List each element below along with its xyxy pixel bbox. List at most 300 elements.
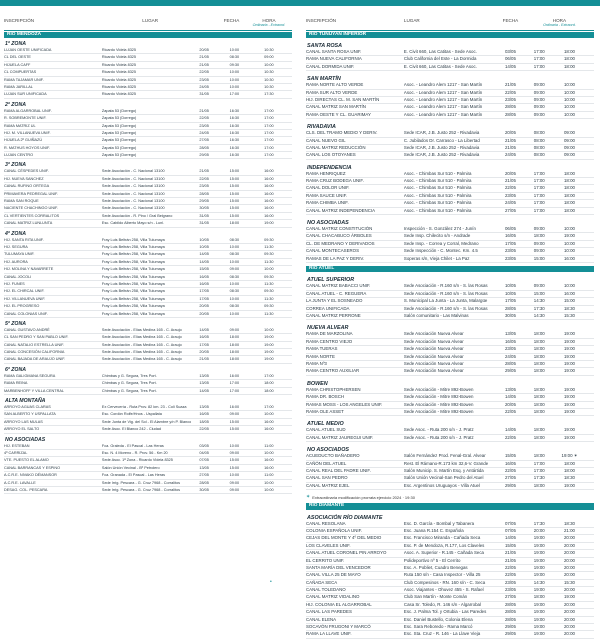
cell-hora-ordinaria: 09:00 (533, 89, 545, 95)
table-row (306, 233, 594, 240)
table-row (306, 193, 594, 200)
cell-fecha: 17/05 (199, 289, 209, 294)
cell-inscripcion: CANAL ATUEL CORONEL PIN ARROYO (306, 550, 387, 556)
cell-fecha: 22/05 (504, 185, 516, 191)
cell-hora-extraordinaria: 19:00 (563, 594, 575, 600)
cell-fecha: 20/05 (199, 48, 209, 52)
cell-fecha: 27/05 (504, 594, 516, 600)
cell-fecha: 10/05 (199, 244, 209, 249)
cell-lugar: Club San Martín - Monte Comán (403, 594, 468, 600)
cell-hora-extraordinaria: 10:30 (264, 77, 274, 82)
table-row (306, 145, 594, 152)
cell-fecha: 03/05 (504, 49, 516, 54)
cell-hora-extraordinaria: 19:00 (563, 361, 575, 366)
cell-fecha: 15/05 (199, 267, 209, 272)
cell-hora-extraordinaria: 09:30 (264, 237, 274, 242)
cell-hora-ordinaria: 16:00 (229, 405, 240, 410)
cell-hora-extraordinaria: 16:00 (264, 458, 274, 463)
table-row (306, 331, 594, 338)
header-hora: HORA Ordinaria - Extraord. (252, 18, 286, 27)
cell-fecha: 31/05 (199, 221, 209, 226)
table-row (306, 112, 594, 119)
cell-hora-ordinaria: 17:00 (533, 170, 545, 176)
cell-fecha: 29/05 (504, 631, 516, 637)
cell-lugar: Zapata 53 (Dorrego) (101, 130, 137, 135)
table-row (4, 108, 292, 115)
table-row (306, 594, 594, 601)
cell-hora-ordinaria: 16:30 (229, 145, 240, 150)
cell-hora-extraordinaria: 16:00 (264, 213, 274, 218)
cell-lugar: Esc. A. Pobliet, Cuadro Benegas (403, 564, 468, 570)
cell-lugar: Club Compesinos - RN. 160 s/n - C. Seca (403, 579, 486, 585)
zone-title: ALTA MONTAÑA (5, 398, 46, 405)
cell-lugar: Esc. Francisco Miranda - Cañada Seca (403, 535, 481, 541)
header-lugar: LUGAR (142, 18, 159, 23)
cell-hora-extraordinaria: 09:30 (264, 252, 274, 257)
cell-fecha: 28/05 (199, 480, 209, 485)
cell-inscripcion: CANAL MATRIZ BABACCI UNIF. (306, 283, 371, 289)
cell-hora-ordinaria: 16:30 (229, 108, 240, 113)
cell-inscripcion: RAMA TUERAS (306, 346, 338, 352)
cell-hora-ordinaria: 15:00 (229, 176, 240, 181)
cell-fecha: 28/05 (504, 616, 516, 622)
cell-hora-extraordinaria: 20:00 (563, 564, 575, 570)
cell-fecha: 24/05 (504, 200, 516, 206)
cell-fecha: 29/05 (199, 199, 209, 204)
table-row (4, 237, 292, 244)
cell-inscripcion: COLONIA ESPAÑOLA UNIF. (306, 527, 363, 533)
cell-inscripcion: HIJ. ESTEBAN (4, 443, 30, 448)
cell-lugar: Sede Asociación - C. Nacional 13100 (101, 199, 165, 204)
cell-hora-extraordinaria: 17:00 (264, 138, 274, 143)
cell-lugar: Fray Luis Beltrán 258, Villa Tulumaya (101, 304, 165, 309)
cell-hora-ordinaria: 18:00 (533, 401, 545, 407)
table-row (4, 480, 292, 487)
cell-inscripcion: CAÑÓN DEL ATUEL (306, 460, 347, 466)
cell-hora-extraordinaria: 20:00 (563, 542, 575, 548)
header-fecha: FECHA (223, 18, 240, 23)
table-row (4, 266, 292, 273)
cell-hora-ordinaria: 09:00 (533, 96, 545, 102)
table-row (4, 356, 292, 363)
table-row (4, 198, 292, 205)
cell-inscripcion: A.C.R.E. NIVAKO DÉMANSOR (4, 473, 57, 478)
cell-fecha: 21/05 (504, 557, 516, 563)
cell-inscripcion: 4º CARRIZAL (4, 450, 28, 455)
cell-fecha: 13/05 (504, 331, 516, 337)
cell-lugar: Inspección - S. González 274 - Junín (403, 226, 476, 232)
cell-fecha: 17/05 (199, 296, 209, 301)
cell-hora-ordinaria: 18:00 (229, 335, 240, 340)
cell-hora-extraordinaria: 18:00 (563, 200, 575, 206)
table-row (4, 176, 292, 183)
cell-lugar: Fray Luis Beltrán 258, Villa Tulumaya (101, 311, 165, 316)
header-inscripcion: INSCRIPCIÓN (4, 18, 35, 23)
cell-hora-ordinaria: 08:00 (533, 130, 545, 136)
cell-lugar: Fca. Granada - El Pascal - Las Heras (101, 473, 166, 478)
cell-hora-extraordinaria: 09:30 (264, 274, 274, 279)
cell-inscripcion: DESAG. COL. PESCARA (4, 487, 48, 492)
cell-lugar: Asoc. - Leandro Alem 1217 - San Martín (403, 104, 483, 110)
cell-inscripcion: CANAL JOCOLI (4, 274, 32, 279)
cell-hora-extraordinaria: 10:30 (264, 48, 274, 52)
table-row (4, 472, 292, 479)
cell-fecha: 22/05 (199, 70, 209, 75)
cell-hora-extraordinaria: 10:00 (264, 450, 274, 455)
table-row (4, 450, 292, 457)
cell-fecha: 06/05 (504, 56, 516, 62)
cell-fecha: 23/05 (504, 248, 516, 254)
cell-hora-extraordinaria: 17:00 (264, 373, 274, 378)
cell-inscripcion: CL VERTIENTES CORRALITOS (4, 213, 60, 218)
cell-hora-ordinaria: 10:00 (229, 281, 240, 286)
cell-hora-ordinaria: 17:00 (229, 381, 240, 386)
cell-inscripcion: R. MATHUS HOYOS UNIF. (4, 145, 50, 150)
table-row (4, 152, 292, 159)
cell-hora-ordinaria: 09:00 (229, 487, 240, 492)
cell-fecha: 27/05 (199, 138, 209, 143)
cell-inscripcion: CANAL BARRANCAS Y ESPINO (4, 465, 61, 470)
top-accent-bar (0, 0, 600, 6)
cell-hora-extraordinaria: 11:30 (264, 311, 274, 316)
cell-fecha: 23/05 (199, 77, 209, 82)
table-row (4, 259, 292, 266)
cell-fecha: 28/05 (504, 361, 516, 366)
cell-lugar: Sede Asociación - Mitre 892-Bowen (403, 394, 474, 400)
zone-title: NUEVA ALVEAR (307, 325, 349, 332)
cell-inscripcion: SAN ALBERTO Y USPALLATA (4, 412, 56, 417)
cell-fecha: 23/05 (504, 587, 516, 593)
table-row (4, 404, 292, 411)
table-row (4, 130, 292, 137)
cell-inscripcion: RAMAS MOSS - LOS ANGELES UNIF. (306, 401, 383, 407)
cell-inscripcion: CANAL LAS PAREDES (306, 609, 352, 615)
table-row (4, 244, 292, 251)
cell-inscripcion: CANAL MATRIZ REDUCCIÓN (306, 144, 366, 150)
cell-fecha: 16/05 (504, 460, 516, 466)
cell-fecha: 16/05 (504, 233, 516, 239)
cell-hora-ordinaria: 16:30 (229, 116, 240, 121)
cell-inscripcion: CANAL MATRIZ SAN MARTÍN (306, 104, 366, 110)
cell-fecha: 17/05 (199, 342, 209, 347)
cell-hora-extraordinaria: 19:00 (563, 427, 575, 433)
cell-lugar: Sede Asociación - Elías Medina 165 - C. Araujo (101, 327, 182, 332)
zone-title: 6ª ZONA (5, 366, 26, 373)
cell-inscripcion: MARBENHOFF Y VILLA CENTRAL (4, 388, 64, 393)
table-row (4, 91, 292, 98)
cell-lugar: Sede ICAR, J.B. Justo 252 - Rivadavia (403, 144, 480, 150)
cell-hora-extraordinaria: 16:00 (264, 199, 274, 204)
cell-inscripcion: CANAL LOS OTOYANES (306, 152, 356, 158)
table-row (306, 248, 594, 255)
cell-hora-ordinaria: 16:30 (229, 138, 240, 143)
table-row (4, 47, 292, 54)
cell-inscripcion: HIJ. SEGURA (4, 244, 28, 249)
table-row (306, 409, 594, 416)
cell-lugar: Fray Luis Beltrán 258, Villa Tulumaya (101, 267, 165, 272)
zone-title: RIVADAVIA (307, 124, 336, 131)
cell-inscripcion: RAMA SUR ALTO VERDE (306, 89, 358, 95)
table-header (4, 18, 292, 31)
zone-title: ATUEL SUPERIOR (307, 277, 355, 284)
asterisk-icon: ✶ (306, 494, 311, 501)
table-row (306, 138, 594, 145)
cell-inscripcion: CL COMPUERTAS (4, 70, 37, 75)
cell-hora-ordinaria: 17:00 (533, 178, 545, 184)
cell-lugar: Sede Asoc. - Ruta 200 s/n - J. Pratz (403, 427, 474, 433)
cell-hora-extraordinaria: 15:30 (563, 313, 575, 319)
cell-lugar: Casa Sr. Toledo, R. 146 s/n - Algarrobal (403, 601, 481, 607)
zone-title: ATUEL MEDIO (307, 421, 344, 428)
cell-fecha: 16/05 (199, 281, 209, 286)
cell-lugar: Ricardo Videla 8325 (101, 77, 137, 82)
table-row (4, 327, 292, 334)
cell-hora-ordinaria: 19:00 (533, 557, 545, 563)
cell-hora-extraordinaria: 15:00 (563, 298, 575, 304)
cell-hora-ordinaria: 15:00 (229, 184, 240, 189)
cell-lugar: Sede Asociación - C. Nacional 13100 (101, 184, 165, 189)
cell-inscripcion: LUJAN SUR UNIFICADA (4, 92, 47, 97)
cell-hora-extraordinaria: 19:00 (264, 342, 274, 347)
cell-lugar: Sede Asociación Nueva Alvear (403, 368, 464, 374)
cell-fecha: 27/05 (504, 475, 516, 481)
cell-fecha: 13/05 (199, 381, 209, 386)
cell-fecha: 13/05 (199, 373, 209, 378)
table-row (4, 388, 292, 395)
cell-inscripcion: RAMA ALGARROBAL UNIF. (4, 108, 52, 113)
cell-fecha: 22/05 (199, 427, 209, 432)
cell-hora-extraordinaria: 10:00 (563, 283, 575, 289)
table-row (4, 380, 292, 387)
cell-hora-ordinaria: 20:00 (533, 527, 545, 533)
table-row (4, 115, 292, 122)
cell-hora-ordinaria: 18:00 (533, 453, 545, 459)
table-row (306, 558, 594, 565)
cell-lugar: Sede Asociación - C. Nacional 13100 (101, 169, 165, 174)
table-row (306, 550, 594, 557)
cell-hora-extraordinaria: 19:00 (563, 353, 575, 359)
cell-lugar: Sede Asociación Nueva Alvear (403, 361, 464, 366)
cell-hora-ordinaria: 10:00 (229, 70, 240, 75)
cell-fecha: 10/05 (504, 283, 516, 289)
cell-fecha: 21/05 (504, 144, 516, 150)
cell-hora-extraordinaria: 10:00 (563, 82, 575, 88)
zone-title: SAN MARTÍN (307, 76, 341, 83)
cell-fecha: 21/05 (199, 108, 209, 113)
table-row (4, 457, 292, 464)
table-row (306, 283, 594, 290)
cell-fecha: 16/05 (504, 338, 516, 344)
cell-lugar: Sede Asociación Nueva Alvear (403, 338, 464, 344)
cell-fecha: 28/05 (504, 111, 516, 117)
cell-hora-ordinaria: 10:00 (229, 48, 240, 52)
cell-fecha: 23/05 (504, 192, 516, 198)
table-row (4, 205, 292, 212)
region-banner: RIO DIAMANTE (306, 503, 594, 510)
cell-fecha: 17/05 (504, 240, 516, 246)
cell-hora-extraordinaria: 17:00 (264, 130, 274, 135)
cell-hora-ordinaria: 09:00 (533, 82, 545, 88)
table-header (306, 18, 594, 31)
table-row (4, 349, 292, 356)
cell-hora-extraordinaria: 17:00 (264, 108, 274, 113)
cell-inscripcion: CL DEL OESTE (4, 55, 31, 60)
page-dot: • (270, 579, 272, 585)
cell-fecha: 13/05 (199, 405, 209, 410)
table-row (306, 208, 594, 215)
cell-hora-ordinaria: 17:00 (533, 207, 545, 213)
cell-hora-extraordinaria: 18:00 (563, 170, 575, 176)
cell-hora-extraordinaria: 11:00 (264, 443, 274, 448)
cell-hora-extraordinaria: 18:00 (563, 63, 575, 69)
cell-hora-extraordinaria: 16:00 (563, 290, 575, 296)
cell-inscripcion: RAMA NORTE ALTO VERDE (306, 82, 364, 88)
cell-fecha: 22/05 (199, 176, 209, 181)
cell-inscripcion: CANAL MATRIZ PERRONE (306, 313, 361, 319)
cell-lugar: Chimbas y G. Segura, Tres Port. (101, 373, 157, 378)
table-row (306, 394, 594, 401)
cell-hora-ordinaria: 09:00 (533, 104, 545, 110)
cell-hora-extraordinaria: 18:30 (563, 475, 575, 481)
cell-lugar: Ricardo Videla 8325 (101, 84, 137, 89)
table-row (306, 82, 594, 89)
cell-lugar: Asoc. - Chimbas Sur 510 - Palmira (403, 200, 472, 206)
cell-fecha: 23/05 (504, 255, 516, 261)
cell-lugar: Zapata 53 (Dorrego) (101, 123, 137, 128)
cell-hora-ordinaria: 15:00 (229, 191, 240, 196)
cell-inscripcion: CANAL GUSTAVO ANDRÉ (4, 327, 50, 332)
table-row (306, 435, 594, 442)
cell-lugar: Salón comunitario - Las Malvinas (403, 313, 469, 319)
cell-fecha: 21/05 (199, 55, 209, 60)
cell-hora-ordinaria: 08:30 (229, 252, 240, 257)
cell-hora-ordinaria: 15:00 (533, 290, 545, 296)
cell-hora-extraordinaria: 18:00 (264, 388, 274, 393)
cell-inscripcion: CORREA UNIFICADA (306, 305, 350, 311)
cell-inscripcion: RAMA NORTE (306, 353, 335, 359)
cell-fecha: 22/05 (504, 572, 516, 578)
cell-hora-ordinaria: 17:00 (533, 49, 545, 54)
cell-lugar: Sede Asociación - C. Nacional 13100 (101, 206, 165, 211)
table-row (306, 171, 594, 178)
zone-title: INDEPENDENCIA (307, 164, 352, 171)
cell-hora-extraordinaria: 10:00 (264, 487, 274, 492)
cell-hora-ordinaria: 15:00 (229, 169, 240, 174)
cell-lugar: Asoc. - Leandro Alem 1217 - San Martín (403, 82, 483, 88)
cell-hora-ordinaria: 17:00 (229, 92, 240, 97)
cell-hora-extraordinaria: 18:00 (563, 192, 575, 198)
cell-lugar: Sede Insp. Chilecito s/n - Andrade (403, 233, 471, 239)
cell-inscripcion: CANAL CHACABUCO ÁRBOLES (306, 233, 372, 239)
cell-hora-ordinaria: 19:00 (533, 564, 545, 570)
cell-hora-extraordinaria: 09:00 (563, 130, 575, 136)
cell-hora-ordinaria: 15:00 (229, 427, 240, 432)
cell-hora-ordinaria: 09:00 (229, 480, 240, 485)
cell-hora-ordinaria: 18:00 (533, 353, 545, 359)
cell-hora-extraordinaria: 16:00 (264, 427, 274, 432)
cell-hora-ordinaria: 10:00 (229, 84, 240, 89)
cell-lugar: Ricardo Videla 8325 (101, 70, 137, 75)
cell-hora-extraordinaria: 10:00 (264, 327, 274, 332)
cell-fecha: 23/05 (504, 579, 516, 585)
table-row (306, 543, 594, 550)
cell-lugar: Salón Unión Vecinal-San Pedro del Atuel (403, 475, 484, 481)
cell-hora-ordinaria: 08:30 (229, 55, 240, 60)
cell-inscripcion: CANAL ATUEL SUD (306, 427, 346, 433)
cell-hora-ordinaria: 17:00 (533, 200, 545, 206)
cell-hora-ordinaria: 15:00 (533, 255, 545, 261)
cell-hora-ordinaria: 19:00 (533, 601, 545, 607)
cell-hora-extraordinaria: 09:30 (264, 289, 274, 294)
right-column (306, 18, 594, 639)
cell-lugar: E. Civit 660, Las Catitas - Sede Asoc. (403, 63, 477, 69)
cell-lugar: Esc. Argentinos Uruguayos - Villa Atuel (403, 482, 480, 488)
cell-hora-ordinaria: 19:00 (533, 616, 545, 622)
cell-hora-extraordinaria: 19:00 (264, 350, 274, 355)
cell-lugar: Zapata 53 (Dorrego) (101, 108, 137, 113)
table-row (306, 609, 594, 616)
cell-fecha: 14/05 (504, 427, 516, 433)
cell-inscripcion: LUJAN CENTRO (4, 153, 34, 158)
table-row (306, 453, 594, 460)
cell-hora-extraordinaria: 10:00 (563, 111, 575, 117)
cell-inscripcion: CANAL DORMIDA UNIF. (306, 63, 355, 69)
cell-hora-extraordinaria: 18:30 (563, 520, 575, 526)
cell-hora-ordinaria: 14:30 (533, 313, 545, 319)
zone-title: 2ª ZONA (5, 101, 26, 108)
zone-list (306, 277, 594, 490)
cell-hora-ordinaria: 17:00 (229, 388, 240, 393)
cell-hora-ordinaria: 18:00 (533, 427, 545, 433)
cell-inscripcion: RAMA GALIGMANA SEGURA (4, 373, 56, 378)
cell-inscripcion: CANAL DOLOR UNIF. (306, 185, 350, 191)
table-row (306, 624, 594, 631)
cell-inscripcion: HIJ. MOLINA Y NAVARRETE (4, 267, 54, 272)
cell-hora-extraordinaria: 18:00 (563, 185, 575, 191)
cell-hora-ordinaria: 16:30 (229, 130, 240, 135)
cell-fecha: 07/05 (504, 520, 516, 526)
cell-inscripcion: CANAL BAJADA DE ARAUJO UNIF. (4, 357, 66, 362)
region-banner: RIO MENDOZA (4, 32, 292, 39)
cell-fecha: 30/05 (504, 313, 516, 319)
cell-hora-extraordinaria: 10:00 (563, 104, 575, 110)
cell-fecha: 21/05 (504, 550, 516, 556)
table-row (4, 288, 292, 295)
table-row (306, 90, 594, 97)
cell-inscripcion: CANAL NUEVO GIL (306, 137, 346, 143)
cell-hora-extraordinaria: 18:00 (563, 178, 575, 184)
cell-hora-ordinaria: 16:30 (229, 153, 240, 158)
cell-fecha: 27/05 (504, 207, 516, 213)
cell-inscripcion: CANAL REAL DEL PADRE UNIF. (306, 467, 371, 473)
cell-inscripcion: CANAL MONTECASEROS (306, 248, 360, 254)
cell-fecha: 15/05 (504, 542, 516, 548)
cell-inscripcion: CANAL COLONIAS UNIF. (4, 311, 48, 316)
table-row (306, 468, 594, 475)
cell-lugar: Fray Luis Beltrán 258, Villa Tulumaya (101, 274, 165, 279)
cell-lugar: Sede Insp. - Correa y Corral, Medrano (403, 240, 479, 246)
cell-hora-ordinaria: 10:00 (229, 311, 240, 316)
cell-lugar: Asoc. - Chimbas Sur 510 - Palmira (403, 185, 472, 191)
cell-lugar: Fray Luis Beltrán 258, Villa Tulumaya (101, 237, 165, 242)
zone-list (306, 515, 594, 639)
cell-lugar: Esc. Cabildo Alberto Mayo s/n - Lunl. (101, 221, 165, 226)
cell-hora-ordinaria: 08:00 (533, 152, 545, 158)
table-row (4, 311, 292, 318)
cell-lugar: Fray Luis Beltrán 258, Villa Tulumaya (101, 281, 165, 286)
cell-fecha: 31/05 (199, 92, 209, 97)
table-row (306, 241, 594, 248)
